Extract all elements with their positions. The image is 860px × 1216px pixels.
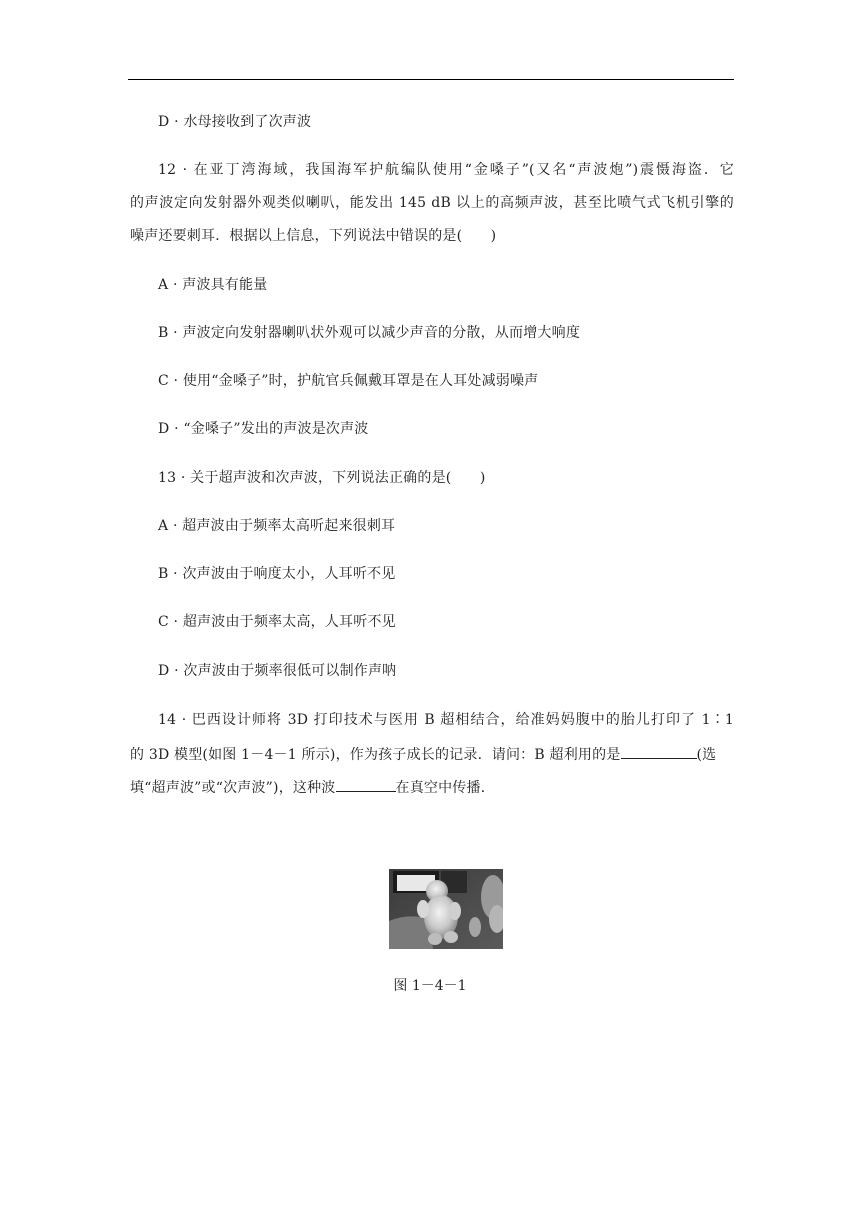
q14-stem-line2: [130, 744, 716, 764]
fetus-model-photo: [389, 869, 503, 949]
answer-blank-1: [621, 744, 697, 759]
q13-stem: 13 · 关于超声波和次声波，下列说法正确的是( ): [158, 470, 486, 486]
q12-option-b: B · 声波定向发射器喇叭状外观可以减少声音的分散，从而增大响度: [158, 325, 581, 341]
q12-stem-line2: 的声波定向发射器外观类似喇叭，能发出 145 dB 以上的高频声波，甚至比喷气式飞机引擎的: [130, 195, 734, 211]
q12-option-c: C · 使用“金嗓子”时，护航官兵佩戴耳罩是在人耳处减弱噪声: [158, 373, 539, 389]
q14-stem-line3: [130, 777, 495, 797]
q13-option-b: B · 次声波由于响度太小，人耳听不见: [158, 566, 396, 582]
q13-option-a: A · 超声波由于频率太高听起来很刺耳: [158, 518, 396, 534]
q14-line2-text: 的 3D 模型(如图 1－4－1 所示)，作为孩子成长的记录．请问：B 超利用的是: [130, 747, 621, 763]
header-rule: [128, 79, 734, 80]
q12-stem-line1: 12 · 在亚丁湾海域，我国海军护航编队使用“金嗓子”(又名“声波炮”)震慑海盗．它: [158, 162, 734, 178]
q12-option-d: D · “金嗓子”发出的声波是次声波: [158, 421, 369, 437]
q14-stem-line1: 14 · 巴西设计师将 3D 打印技术与医用 B 超相结合，给准妈妈腹中的胎儿打印了 1∶1: [158, 712, 734, 728]
q14-line2-tail: (选: [696, 747, 717, 763]
fetus-model-illustration: [389, 869, 503, 949]
q12-option-a: A · 声波具有能量: [158, 277, 268, 293]
answer-blank-2: [336, 777, 396, 792]
figure-caption: 图 1－4－1: [393, 978, 467, 994]
q12-stem-line3: 噪声还要刺耳．根据以上信息，下列说法中错误的是( ): [130, 228, 497, 244]
q13-option-c: C · 超声波由于频率太高，人耳听不见: [158, 614, 396, 630]
q11-option-d: D · 水母接收到了次声波: [158, 114, 312, 130]
q14-line3-text: 填“超声波”或“次声波”)，这种波: [130, 780, 336, 796]
q13-option-d: D · 次声波由于频率很低可以制作声呐: [158, 663, 397, 679]
q14-line3-tail: 在真空中传播．: [395, 780, 495, 796]
